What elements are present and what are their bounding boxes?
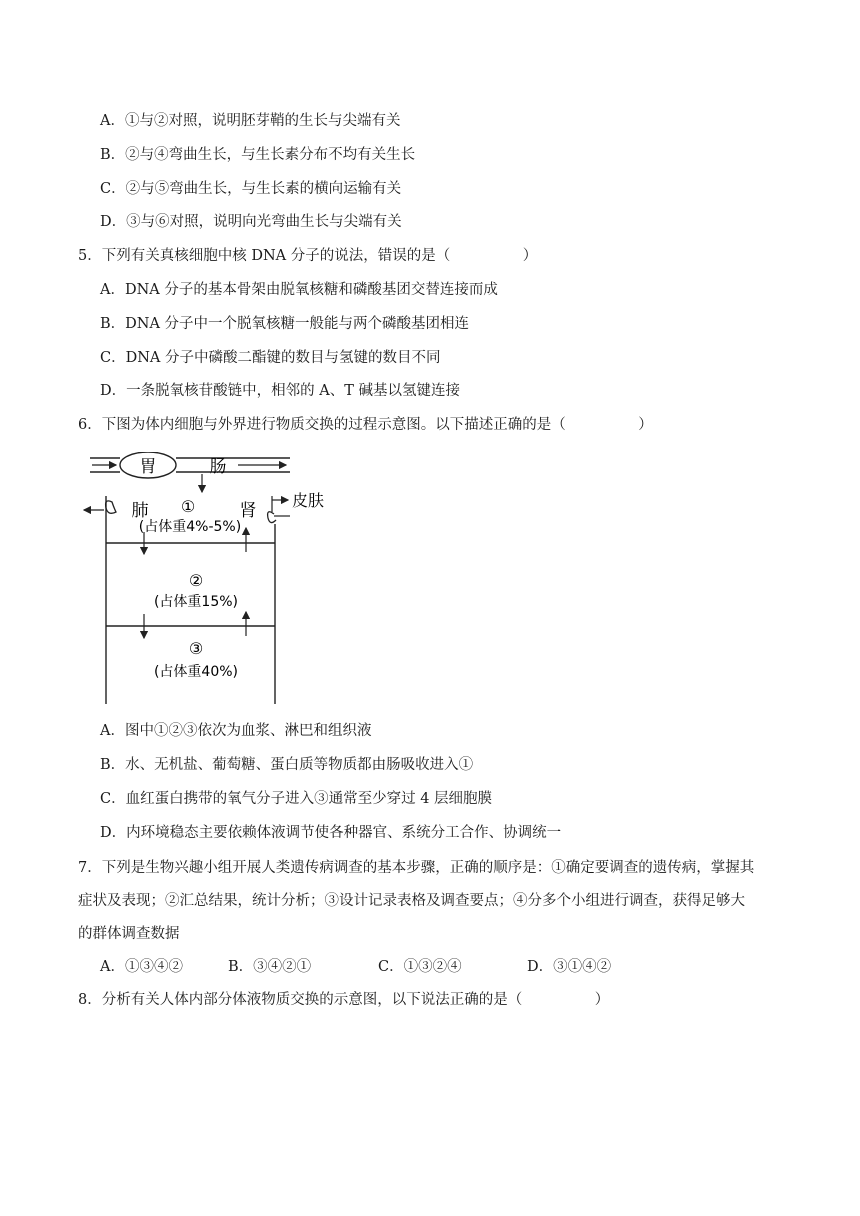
compartment-2-symbol: ② bbox=[188, 571, 204, 590]
q5-option-d: D．一条脱氧核苷酸链中，相邻的 A、T 碱基以氢键连接 bbox=[100, 383, 460, 399]
q7-option-a: A．①③④② bbox=[100, 959, 183, 975]
q7-option-c: C．①③②④ bbox=[378, 959, 462, 975]
q7-stem-line-3: 的群体调查数据 bbox=[78, 926, 180, 942]
q6-option-b: B．水、无机盐、葡萄糖、蛋白质等物质都由肠吸收进入① bbox=[100, 757, 474, 773]
compartment-2-note: (占体重15%) bbox=[153, 594, 239, 610]
q4-option-b: B．②与④弯曲生长，与生长素分布不均有关生长 bbox=[100, 147, 416, 163]
q5-stem: 5．下列有关真核细胞中核 DNA 分子的说法，错误的是（ ） bbox=[78, 248, 538, 264]
stomach-label: 胃 bbox=[139, 457, 157, 477]
q7-option-d: D．③①④② bbox=[527, 959, 612, 975]
q6-stem: 6．下图为体内细胞与外界进行物质交换的过程示意图。以下描述正确的是（ ） bbox=[78, 417, 653, 433]
compartment-3-note: (占体重40%) bbox=[153, 664, 239, 680]
compartment-1-note: (占体重4%-5%) bbox=[138, 519, 242, 535]
q4-option-d: D．③与⑥对照，说明向光弯曲生长与尖端有关 bbox=[100, 214, 402, 230]
q6-option-c: C．血红蛋白携带的氧气分子进入③通常至少穿过 4 层细胞膜 bbox=[100, 791, 493, 807]
q5-option-c: C．DNA 分子中磷酸二酯键的数目与氢键的数目不同 bbox=[100, 350, 441, 366]
q7-stem-line-2: 症状及表现；②汇总结果，统计分析；③设计记录表格及调查要点；④分多个小组进行调查，获得足够大 bbox=[78, 893, 745, 909]
body-fluid-exchange-diagram bbox=[78, 452, 330, 710]
skin-label: 皮肤 bbox=[292, 491, 325, 510]
q5-option-a: A．DNA 分子的基本骨架由脱氧核糖和磷酸基团交替连接而成 bbox=[100, 282, 498, 298]
compartment-1-symbol: ① bbox=[180, 497, 196, 516]
q7-option-b: B．③④②① bbox=[228, 959, 312, 975]
intestine-label: 肠 bbox=[209, 457, 227, 477]
q5-option-b: B．DNA 分子中一个脱氧核糖一般能与两个磷酸基团相连 bbox=[100, 316, 470, 332]
q4-option-a: A．①与②对照，说明胚芽鞘的生长与尖端有关 bbox=[100, 113, 401, 129]
q4-option-c: C．②与⑤弯曲生长，与生长素的横向运输有关 bbox=[100, 181, 402, 197]
q6-option-a: A．图中①②③依次为血浆、淋巴和组织液 bbox=[100, 723, 372, 739]
q8-stem: 8．分析有关人体内部分体液物质交换的示意图，以下说法正确的是（ ） bbox=[78, 992, 610, 1008]
lung-icon bbox=[106, 501, 116, 513]
kidney-icon bbox=[268, 512, 276, 523]
compartment-3-symbol: ③ bbox=[188, 639, 204, 658]
q6-option-d: D．内环境稳态主要依赖体液调节使各种器官、系统分工合作、协调统一 bbox=[100, 825, 562, 841]
q7-stem-line-1: 7．下列是生物兴趣小组开展人类遗传病调查的基本步骤，正确的顺序是：①确定要调查的遗传病，掌握其 bbox=[78, 860, 755, 876]
kidney-label: 肾 bbox=[239, 501, 257, 521]
lung-label: 肺 bbox=[131, 501, 149, 521]
